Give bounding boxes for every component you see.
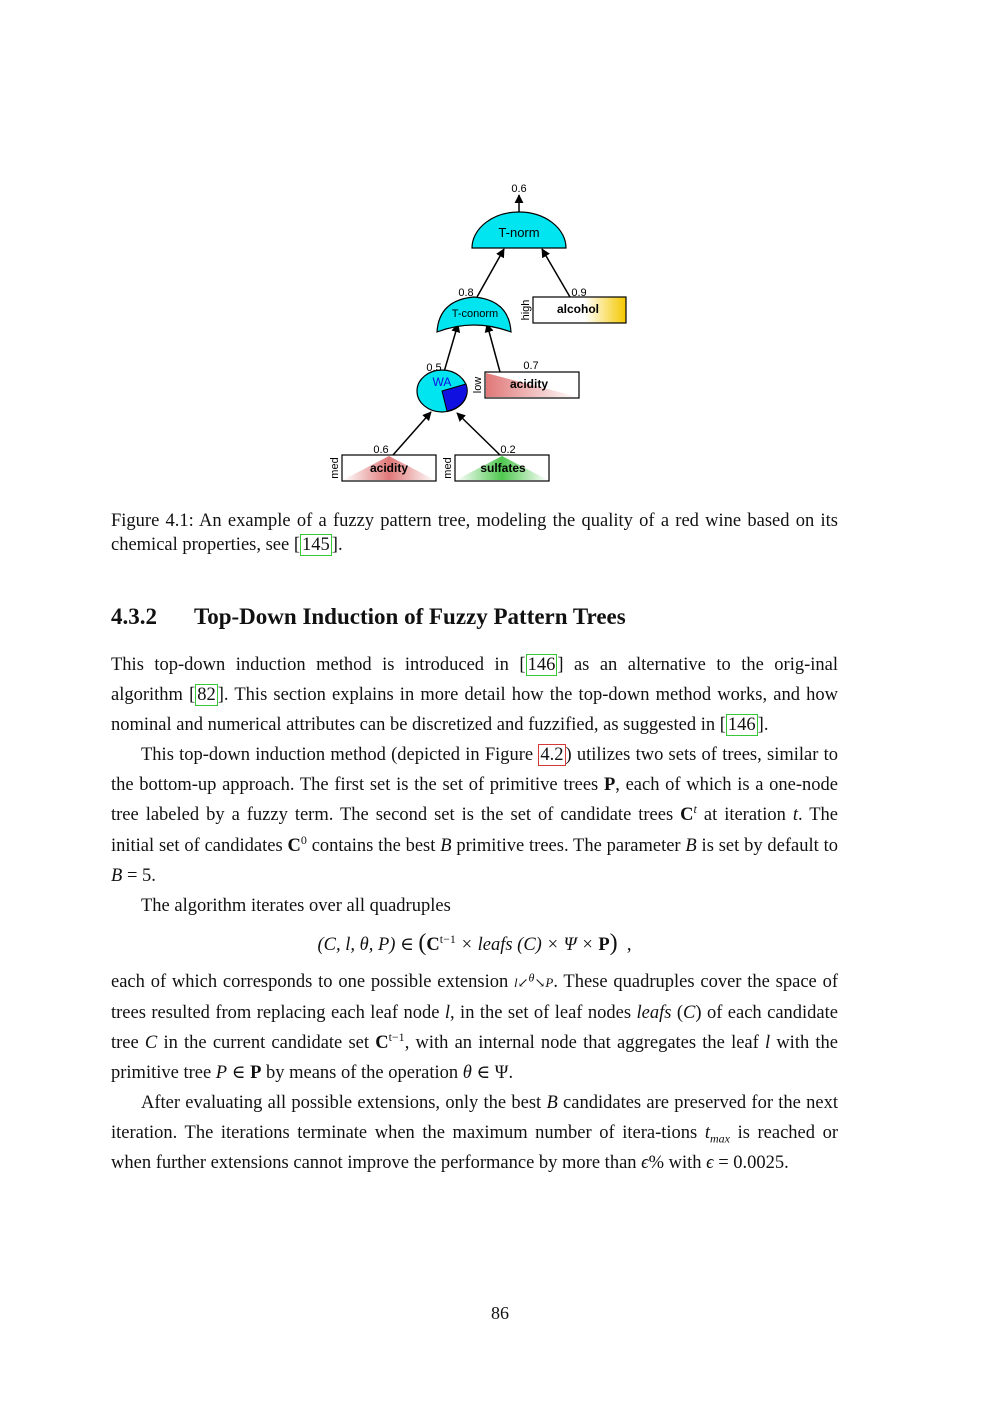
equation: (C, l, θ, P) ∈ ($C^{t-1}$ × leafs (C) × Ψ × P) , — [317, 929, 632, 956]
sulfates-leaf — [442, 444, 549, 481]
sulfates-value: 0.2 — [500, 444, 516, 456]
wa-node — [417, 362, 467, 412]
citation-link[interactable]: 146 — [727, 715, 756, 736]
acidity-med-value: 0.6 — [373, 444, 389, 456]
paragraph-3: The algorithm iterates over all quadruples — [141, 895, 451, 916]
citation-link[interactable]: 82 — [197, 685, 216, 706]
acidity-low-leaf — [472, 360, 579, 398]
section-title: Top-Down Induction of Fuzzy Pattern Trees — [194, 604, 626, 629]
acidity-med-term: med — [329, 457, 341, 479]
fuzzy-pattern-tree-figure — [0, 0, 1000, 500]
sulfates-term: med — [442, 457, 454, 479]
section-body — [111, 650, 838, 1179]
acidity-low-term: low — [472, 376, 484, 394]
section-heading — [111, 604, 626, 630]
alcohol-value: 0.9 — [571, 287, 587, 299]
figure-caption: Figure 4.1: An example of a fuzzy pattern tree, modeling the quality of a red wine based on its chemical properties, see [ 145 ]. — [111, 511, 838, 555]
alcohol-term: high — [520, 299, 532, 321]
wa-output: 0.5 — [426, 362, 442, 374]
wa-label: WA — [432, 375, 452, 389]
tnorm-output: 0.6 — [511, 183, 527, 195]
acidity-med-leaf — [329, 444, 436, 481]
citation-link[interactable]: 146 — [527, 655, 556, 675]
alcohol-label: alcohol — [556, 302, 600, 316]
paragraph-1: This top-down induction method is introduced in [ 146 ] as an alternative to the orig-inal algorithm [ 82 ]. This section explains in more detail how the top-down method works, and how nominal and numerical attributes can be discretized and fuzzified, as suggested in [ 146 ]. — [111, 655, 839, 736]
paragraph-4: each of which corresponds to one possible extension l↙$^\theta$↘P. These quadruples cover the space of trees resulted from replacing each leaf node l, in the set of leaf nodes leafs (C) of each candidate tree C in the current candidate set $C^{t-1}$, with an internal node that aggregates the leaf l with the primitive tree P ∈ P by means of the operation θ ∈ Ψ. — [111, 970, 838, 1084]
page-number: 86 — [491, 1303, 509, 1323]
acidity-low-value: 0.7 — [523, 360, 539, 372]
tconorm-label: T-conorm — [451, 308, 499, 320]
citation-link[interactable]: 145 — [302, 535, 330, 555]
sulfates-label: sulfates — [480, 461, 526, 475]
tconorm-output: 0.8 — [458, 287, 474, 299]
acidity-low-label: acidity — [509, 377, 549, 391]
paragraph-5: After evaluating all possible extensions, only the best B candidates are preserved for the next iteration. The iterations terminate when the maximum number of itera-tions $t_{max}$ is reached or when further extensions cannot improve the performance by more than ϵ% with ϵ = 0.0025. — [111, 1093, 839, 1174]
acidity-med-label: acidity — [369, 461, 409, 475]
tnorm-label: T-norm — [498, 225, 540, 240]
figure-ref-link[interactable]: 4.2 — [540, 745, 564, 766]
paragraph-2: This top-down induction method (depicted in Figure 4.2 ) utilizes two sets of trees, similar to the bottom-up approach. The first set is the set of primitive trees P, each of which is a one-node tree labeled by a fuzzy term. The second set is the set of candidate trees $C^t$ at iteration t. The initial set of candidates $C^0$ contains the best B primitive trees. The parameter B is set by default to B = 5. — [111, 745, 839, 886]
tconorm-node — [437, 287, 511, 332]
alcohol-leaf — [520, 287, 626, 323]
extension-notation: l↙$^\theta$↘P — [514, 970, 554, 990]
section-number: 4.3.2 — [111, 604, 157, 629]
tnorm-node — [472, 183, 566, 248]
